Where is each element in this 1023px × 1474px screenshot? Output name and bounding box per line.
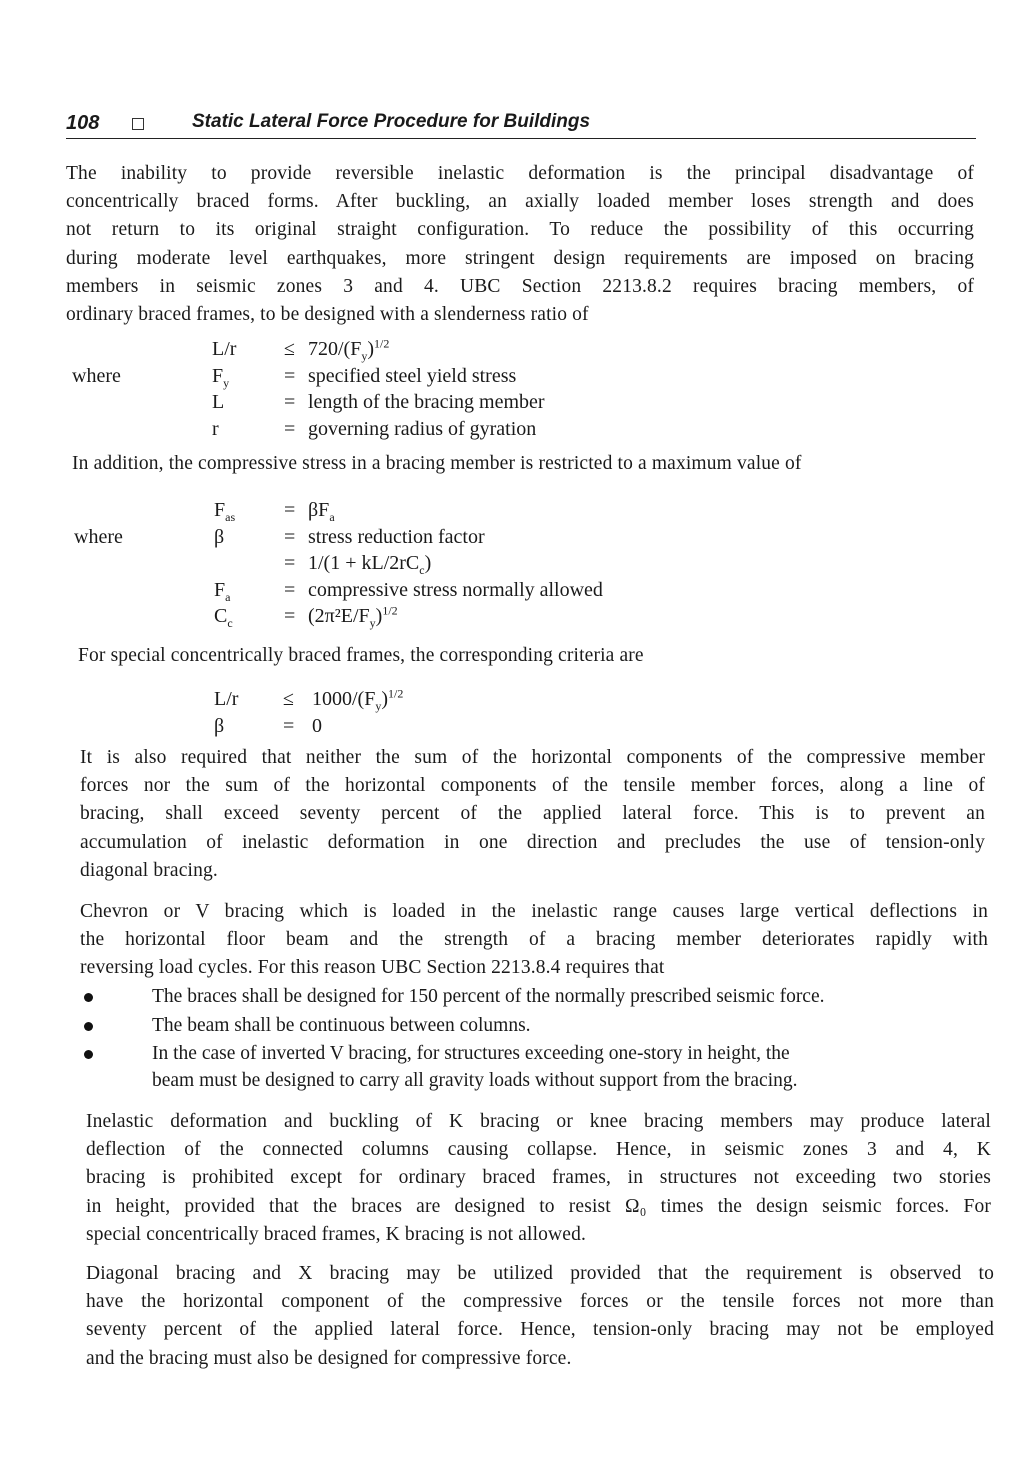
equation-expression: $\beta F_a$ bbox=[308, 499, 335, 524]
text-line: have the horizontal component of the compressive forces or the tensile forces not more than bbox=[86, 1291, 994, 1313]
text-line: forces nor the sum of the horizontal components of the tensile member forces, along a line of bbox=[80, 775, 985, 797]
text-line: not return to its original straight configuration. To reduce the possibility of this occurring bbox=[66, 219, 974, 241]
paragraph-special-criteria: For special concentrically braced frames, the corresponding criteria are bbox=[78, 645, 644, 666]
equation-expression: 0 bbox=[312, 714, 322, 737]
equation-operator: = bbox=[284, 417, 296, 440]
list-item bbox=[66, 1041, 996, 1094]
equation-row bbox=[72, 416, 672, 443]
bullet-icon bbox=[84, 1022, 93, 1031]
equation-operator: = bbox=[284, 578, 296, 601]
page-header bbox=[66, 108, 976, 139]
where-label: where bbox=[74, 525, 123, 548]
equation-row bbox=[72, 389, 672, 416]
equation-row bbox=[74, 603, 714, 630]
equation-expression: $720/(F_y)^{1/2}$ bbox=[308, 336, 390, 363]
text-line: concentrically braced forms. After buckling, an axially loaded member loses strength and does bbox=[66, 191, 974, 213]
equation-operator: = bbox=[283, 714, 295, 737]
equation-special-frames bbox=[78, 686, 578, 739]
bullet-icon bbox=[84, 993, 93, 1002]
equation-operator: = bbox=[284, 364, 296, 387]
equation-operator: ≤ bbox=[283, 688, 294, 710]
equation-row bbox=[74, 524, 714, 551]
list-item-text: In the case of inverted V bracing, for structures exceeding one-story in height, the bbox=[152, 1043, 790, 1064]
text-line: special concentrically braced frames, K bracing is not allowed. bbox=[86, 1223, 586, 1245]
equation-symbol: $F_{as}$ bbox=[214, 499, 236, 524]
equation-symbol: r bbox=[212, 417, 219, 440]
equation-symbol: β bbox=[214, 714, 225, 737]
equation-symbol: L bbox=[212, 391, 225, 413]
text-line: members in seismic zones 3 and 4. UBC Section 2213.8.2 requires bracing members, of bbox=[66, 275, 974, 297]
list-item-text: The beam shall be continuous between columns. bbox=[152, 1014, 531, 1036]
requirements-list bbox=[66, 984, 996, 1096]
paragraph-diagonal-bracing bbox=[86, 1260, 994, 1373]
text-line: and the bracing must also be designed for compressive force. bbox=[86, 1347, 572, 1369]
paragraph-compressive-stress: In addition, the compressive stress in a bracing member is restricted to a maximum value of bbox=[72, 453, 802, 474]
text-line: bracing, shall exceed seventy percent of the applied lateral force. This is to prevent an bbox=[80, 803, 985, 825]
equation-symbol: L/r bbox=[214, 688, 239, 710]
equation-expression: $1/(1 + kL/2rC_c)$ bbox=[308, 552, 432, 577]
equation-operator: = bbox=[284, 525, 296, 548]
list-item bbox=[66, 1013, 996, 1040]
page-number: 108 bbox=[66, 112, 100, 134]
equation-row bbox=[78, 713, 578, 740]
text-line: in height, provided that the braces are designed to resist Ω₀ times the design seismic forces. For bbox=[86, 1195, 991, 1217]
text-line: seventy percent of the applied lateral force. Hence, tension-only bracing may not be employed bbox=[86, 1319, 994, 1341]
text-line: The inability to provide reversible inelastic deformation is the principal disadvantage of bbox=[66, 163, 974, 184]
equation-symbol: $C_c$ bbox=[214, 605, 233, 630]
paragraph-horizontal-components bbox=[80, 744, 985, 885]
text-line: diagonal bracing. bbox=[80, 859, 218, 881]
equation-expression: $1000/(F_y)^{1/2}$ bbox=[312, 686, 404, 713]
text-line: deflection of the connected columns causing collapse. Hence, in seismic zones 3 and 4, K bbox=[86, 1139, 991, 1161]
equation-operator: ≤ bbox=[284, 338, 295, 360]
text-line: Chevron or V bracing which is loaded in the inelastic range causes large vertical deflections in bbox=[80, 901, 988, 922]
text-line: Diagonal bracing and X bracing may be utilized provided that the requirement is observed to bbox=[86, 1263, 994, 1284]
equation-operator: = bbox=[284, 499, 296, 521]
text-line: ordinary braced frames, to be designed with a slenderness ratio of bbox=[66, 304, 589, 326]
equation-stress-reduction bbox=[74, 497, 714, 630]
equation-row bbox=[74, 577, 714, 604]
equation-row bbox=[72, 336, 672, 363]
text-line: accumulation of inelastic deformation in one direction and precludes the use of tension-only bbox=[80, 831, 985, 853]
paragraph-k-bracing bbox=[86, 1108, 991, 1249]
text-line: bracing is prohibited except for ordinary braced frames, in structures not exceeding two stories bbox=[86, 1167, 991, 1189]
equation-expression: governing radius of gyration bbox=[308, 417, 537, 440]
equation-expression: specified steel yield stress bbox=[308, 364, 517, 387]
equation-row bbox=[74, 497, 714, 524]
equation-expression: compressive stress normally allowed bbox=[308, 578, 603, 601]
text-line: during moderate level earthquakes, more stringent design requirements are imposed on bracing bbox=[66, 247, 974, 269]
equation-symbol: β bbox=[214, 525, 225, 548]
equation-slenderness bbox=[72, 336, 672, 442]
equation-symbol: $F_y$ bbox=[212, 364, 230, 390]
header-square-icon bbox=[132, 118, 144, 130]
list-item-text: The braces shall be designed for 150 percent of the normally prescribed seismic force. bbox=[152, 986, 825, 1007]
text-line: reversing load cycles. For this reason UBC Section 2213.8.4 requires that bbox=[80, 957, 665, 979]
running-title: Static Lateral Force Procedure for Buildings bbox=[192, 111, 591, 132]
list-item bbox=[66, 984, 996, 1011]
equation-row bbox=[74, 550, 714, 577]
where-label: where bbox=[72, 364, 121, 387]
paragraph-chevron-bracing bbox=[80, 898, 988, 983]
equation-row bbox=[78, 686, 578, 713]
equation-expression: $(2\pi^2E/F_y)^{1/2}$ bbox=[308, 603, 398, 630]
text-line: Inelastic deformation and buckling of K bracing or knee bracing members may produce lateral bbox=[86, 1111, 991, 1132]
list-item-text: beam must be designed to carry all gravity loads without support from the bracing. bbox=[152, 1069, 798, 1091]
equation-operator: = bbox=[284, 391, 296, 413]
equation-symbol: L/r bbox=[212, 338, 237, 360]
equation-operator: = bbox=[284, 552, 296, 574]
text-line: the horizontal floor beam and the strength of a bracing member deteriorates rapidly with bbox=[80, 929, 988, 951]
bullet-icon bbox=[84, 1050, 93, 1059]
text-line: It is also required that neither the sum of the horizontal components of the compressive member bbox=[80, 747, 985, 768]
equation-symbol: $F_a$ bbox=[214, 578, 231, 604]
equation-expression: length of the bracing member bbox=[308, 391, 545, 413]
equation-expression: stress reduction factor bbox=[308, 525, 485, 548]
paragraph-intro bbox=[66, 160, 974, 329]
equation-operator: = bbox=[284, 605, 296, 627]
equation-row bbox=[72, 363, 672, 390]
